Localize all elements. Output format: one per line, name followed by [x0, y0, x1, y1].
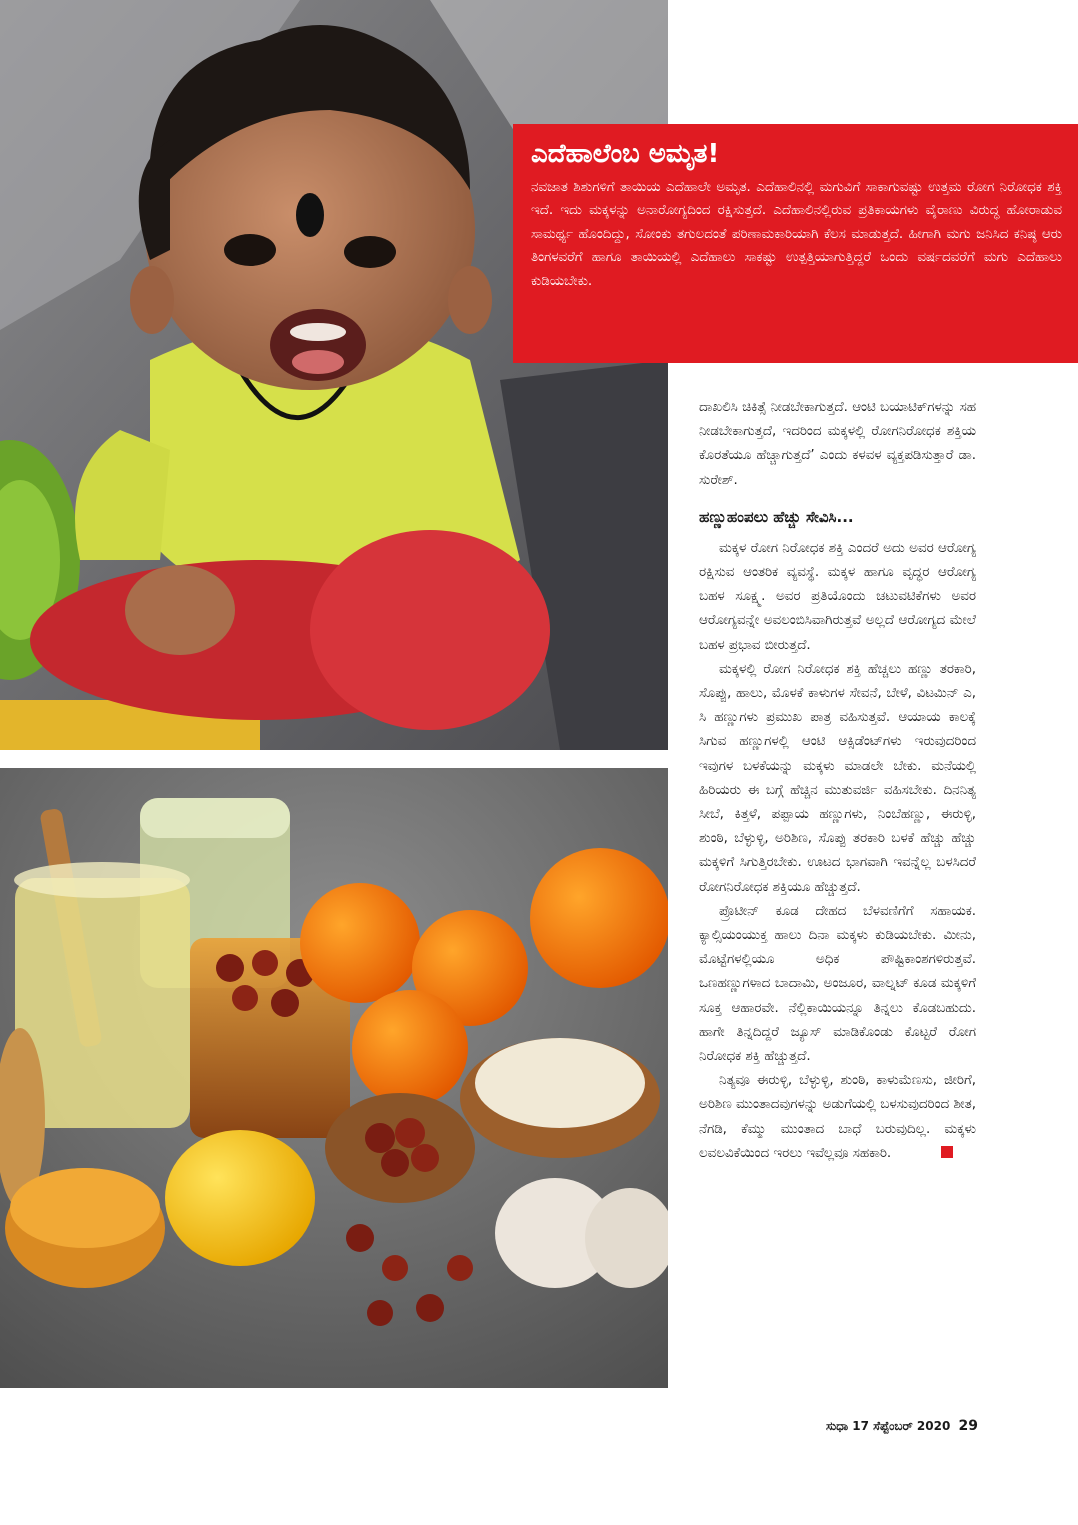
article-paragraph-3: ಪ್ರೊಟೀನ್ ಕೂಡ ದೇಹದ ಬೆಳವಣಿಗೆಗೆ ಸಹಾಯಕ. ಕ್ಯಾಲ್ಸಿಯಂಯುಕ್ತ ಹಾಲು ದಿನಾ ಮಕ್ಕಳು ಕುಡಿಯಬೇಕು. ಮೀನು, ಮೊಟ್ಟೆಗಳಲ್ಲಿಯೂ ಅಧಿಕ ಪೌಷ್ಟಿಕಾಂಶಗಳಿರುತ್ತವೆ. ಒಣಹಣ್ಣುಗಳಾದ ಬಾದಾಮಿ, ಅಂಜೂರ, ವಾಲ್ನಟ್ ಕೂಡ ಮಕ್ಕಳಿಗೆ ಸೂಕ್ತ ಆಹಾರವೇ. ನೆಲ್ಲಿಕಾಯಿಯನ್ನೂ ತಿನ್ನಲು ಕೊಡಬಹುದು. ಹಾಗೇ ತಿನ್ನದಿದ್ದರೆ ಜ್ಯೂಸ್ ಮಾಡಿಕೊಂಡು ಕೊಟ್ಟರೆ ರೋಗ ನಿರೋಧಕ ಶಕ್ತಿ ಹೆಚ್ಚುತ್ತದೆ.: [699, 903, 976, 1065]
fruits-honey-photo: [0, 768, 668, 1388]
breastmilk-sidebar: [513, 124, 1078, 363]
article-paragraph-4: [699, 1069, 976, 1166]
sidebar-body: ನವಜಾತ ಶಿಶುಗಳಿಗೆ ತಾಯಿಯ ಎದೆಹಾಲೇ ಅಮೃತ. ಎದೆಹಾಲಿನಲ್ಲಿ ಮಗುವಿಗೆ ಸಾಕಾಗುವಷ್ಟು ಉತ್ತಮ ರೋಗ ನಿರೋಧಕ ಶಕ್ತಿ ಇದೆ. ಇದು ಮಕ್ಕಳನ್ನು ಅನಾರೋಗ್ಯದಿಂದ ರಕ್ಷಿಸುತ್ತದೆ. ಎದೆಹಾಲಿನಲ್ಲಿರುವ ಪ್ರತಿಕಾಯಗಳು ವೈರಾಣು ವಿರುದ್ಧ ಹೋರಾಡುವ ಸಾಮರ್ಥ್ಯ ಹೊಂದಿದ್ದು, ಸೋಂಕು ತಗುಲದಂತೆ ಪರಿಣಾಮಕಾರಿಯಾಗಿ ಕೆಲಸ ಮಾಡುತ್ತದೆ. ಹೀಗಾಗಿ ಮಗು ಜನಿಸಿದ ಕನಿಷ್ಠ ಆರು ತಿಂಗಳವರೆಗೆ ಹಾಗೂ ತಾಯಿಯಲ್ಲಿ ಎದೆಹಾಲು ಸಾಕಷ್ಟು ಉತ್ಪತ್ತಿಯಾಗುತ್ತಿದ್ದರೆ ಒಂದು ವರ್ಷದವರೆಗೆ ಮಗು ಎದೆಹಾಲು ಕುಡಿಯಬೇಕು.: [531, 180, 1062, 289]
article-column: [699, 396, 976, 1166]
sidebar-title: ಎದೆಹಾಲೆಂಬ ಅಮೃತ!: [531, 139, 720, 169]
article-paragraph-4-text: ನಿತ್ಯವೂ ಈರುಳ್ಳಿ, ಬೆಳ್ಳುಳ್ಳಿ, ಶುಂಠಿ, ಕಾಳುಮೆಣಸು, ಜೀರಿಗೆ, ಅರಿಶಿಣ ಮುಂತಾದವುಗಳನ್ನು ಅಡುಗೆಯಲ್ಲಿ ಬಳಸುವುದರಿಂದ ಶೀತ, ನೆಗಡಿ, ಕೆಮ್ಮು ಮುಂತಾದ ಬಾಧೆ ಬರುವುದಿಲ್ಲ. ಮಕ್ಕಳು ಲವಲವಿಕೆಯಿಂದ ಇರಲು ಇವೆಲ್ಲವೂ ಸಹಕಾರಿ.: [699, 1073, 976, 1161]
article-paragraph-1: ಮಕ್ಕಳ ರೋಗ ನಿರೋಧಕ ಶಕ್ತಿ ಎಂದರೆ ಅದು ಅವರ ಆರೋಗ್ಯ ರಕ್ಷಿಸುವ ಆಂತರಿಕ ವ್ಯವಸ್ಥೆ. ಮಕ್ಕಳ ಹಾಗೂ ವೃದ್ಧರ ಆರೋಗ್ಯ ಬಹಳ ಸೂಕ್ಷ್ಮ. ಅವರ ಪ್ರತಿಯೊಂದು ಚಟುವಟಿಕೆಗಳು ಅವರ ಆರೋಗ್ಯವನ್ನೇ ಅವಲಂಬಿಸಿವಾಗಿರುತ್ತವೆ ಅಲ್ಲದೆ ಆರೋಗ್ಯದ ಮೇಲೆ ಬಹಳ ಪ್ರಭಾವ ಬೀರುತ್ತದೆ.: [699, 540, 976, 653]
article-intro: ದಾಖಲಿಸಿ ಚಿಕಿತ್ಸೆ ನೀಡಬೇಕಾಗುತ್ತದೆ. ಆಂಟಿ ಬಯಾಟಿಕ್‌ಗಳನ್ನು ಸಹ ನೀಡಬೇಕಾಗುತ್ತದೆ, ಇದರಿಂದ ಮಕ್ಕಳಲ್ಲಿ ರೋಗನಿರೋಧಕ ಶಕ್ತಿಯ ಕೊರತೆಯೂ ಹೆಚ್ಚಾಗುತ್ತದೆ’ ಎಂದು ಕಳವಳ ವ್ಯಕ್ತಪಡಿಸುತ್ತಾರೆ ಡಾ. ಸುರೇಶ್.: [699, 400, 976, 488]
baby-photo: [0, 0, 668, 750]
end-mark-icon: [941, 1146, 953, 1158]
page-footer: [826, 1418, 978, 1434]
article-subhead: ಹಣ್ಣುಹಂಪಲು ಹೆಚ್ಚು ಸೇವಿಸಿ...: [699, 507, 854, 526]
issue-date: ಸುಧಾ 17 ಸೆಪ್ಟೆಂಬರ್ 2020: [825, 1419, 951, 1433]
page-number: 29: [958, 1418, 978, 1434]
article-paragraph-2: ಮಕ್ಕಳಲ್ಲಿ ರೋಗ ನಿರೋಧಕ ಶಕ್ತಿ ಹೆಚ್ಚಲು ಹಣ್ಣು ತರಕಾರಿ, ಸೊಪ್ಪು, ಹಾಲು, ಮೊಳಕೆ ಕಾಳುಗಳ ಸೇವನೆ, ಬೇಳೆ, ವಿಟಮಿನ್ ಎ, ಸಿ ಹಣ್ಣುಗಳು ಪ್ರಮುಖ ಪಾತ್ರ ವಹಿಸುತ್ತವೆ. ಆಯಾಯ ಕಾಲಕ್ಕೆ ಸಿಗುವ ಹಣ್ಣುಗಳಲ್ಲಿ ಆಂಟಿ ಆಕ್ಸಿಡೆಂಟ್‌ಗಳು ಇರುವುದರಿಂದ ಇವುಗಳ ಬಳಕೆಯನ್ನು ಮಕ್ಕಳು ಮಾಡಲೇ ಬೇಕು. ಮನೆಯಲ್ಲಿ ಹಿರಿಯರು ಈ ಬಗ್ಗೆ ಹೆಚ್ಚಿನ ಮುತುವರ್ಜಿ ವಹಿಸಬೇಕು. ದಿನನಿತ್ಯ ಸೀಬೆ, ಕಿತ್ತಳೆ, ಪಪ್ಪಾಯ ಹಣ್ಣುಗಳು, ನಿಂಬೆಹಣ್ಣು, ಈರುಳ್ಳಿ, ಶುಂಠಿ, ಬೆಳ್ಳುಳ್ಳಿ, ಅರಿಶಿಣ, ಸೊಪ್ಪು ತರಕಾರಿ ಬಳಕೆ ಹೆಚ್ಚು ಹೆಚ್ಚು ಮಕ್ಕಳಿಗೆ ಸಿಗುತ್ತಿರಬೇಕು. ಊಟದ ಭಾಗವಾಗಿ ಇವನ್ನೆಲ್ಲ ಬಳಸಿದರೆ ರೋಗನಿರೋಧಕ ಶಕ್ತಿಯೂ ಹೆಚ್ಚುತ್ತದೆ.: [699, 661, 976, 895]
